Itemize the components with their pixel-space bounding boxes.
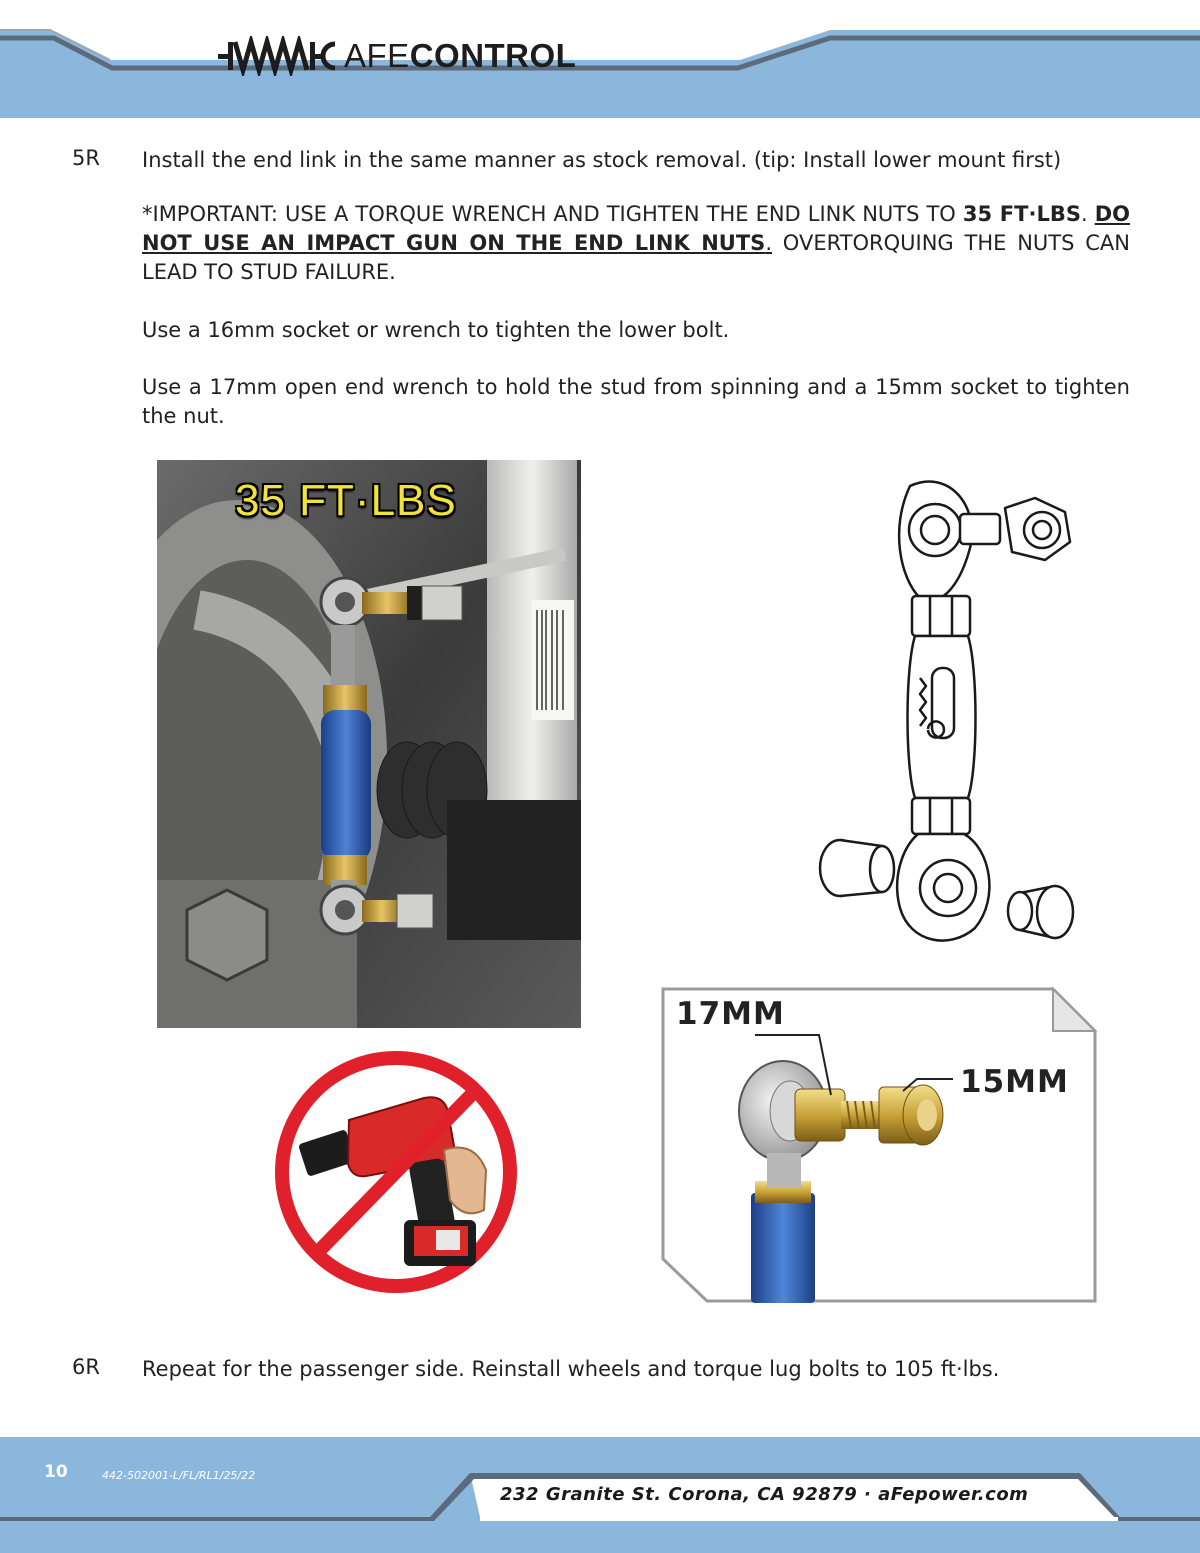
- step-number: 6R: [72, 1355, 100, 1379]
- important-note: [142, 200, 1130, 287]
- socket-16mm-instruction: Use a 16mm socket or wrench to tighten the lower bolt.: [142, 318, 730, 342]
- brand-name-control: CONTROL: [409, 37, 577, 74]
- header-band: [0, 0, 1200, 118]
- important-text: *IMPORTANT: USE A TORQUE WRENCH AND TIGHTEN THE END LINK NUTS TO: [142, 202, 963, 226]
- installed-end-link-photo: [157, 460, 581, 1028]
- period: .: [1080, 202, 1088, 226]
- page-number: 10: [44, 1462, 68, 1482]
- step-number: 5R: [72, 146, 100, 170]
- torque-value: 35 FT·LBS: [962, 202, 1081, 226]
- company-address: 232 Granite St. Corona, CA 92879 · aFepower.com: [500, 1484, 1029, 1505]
- no-impact-gun-icon: [274, 1050, 518, 1294]
- end-link-line-drawing: [800, 468, 1100, 958]
- step-instruction: Install the end link in the same manner as stock removal. (tip: Install lower mount first): [142, 148, 1062, 172]
- wrench-17mm-instruction: Use a 17mm open end wrench to hold the stud from spinning and a 15mm socket to tighten the nut.: [142, 375, 1130, 428]
- torque-label: 35 FT·LBS: [235, 476, 457, 525]
- brand-name-afe: AFE: [344, 37, 410, 74]
- afe-control-spring-logo-icon: [218, 36, 336, 76]
- callout-15mm-label: 15MM: [960, 1064, 1069, 1100]
- callout-17mm-label: 17MM: [676, 996, 785, 1032]
- impact-gun-warning: DO NOT USE AN IMPACT GUN ON THE END LINK NUTS: [142, 202, 1131, 255]
- overtorque-warning: OVERTORQUING THE NUTS CAN LEAD TO STUD FAILURE.: [142, 231, 1130, 284]
- brand-name: [344, 37, 576, 75]
- photo-illustration: [157, 460, 581, 1028]
- brand-logo: [218, 34, 576, 78]
- period: .: [765, 231, 772, 255]
- step-instruction: Repeat for the passenger side. Reinstall wheels and torque lug bolts to 105 ft·lbs.: [142, 1357, 1000, 1381]
- document-code: 442-502001-L/FL/RL1/25/22: [102, 1469, 256, 1482]
